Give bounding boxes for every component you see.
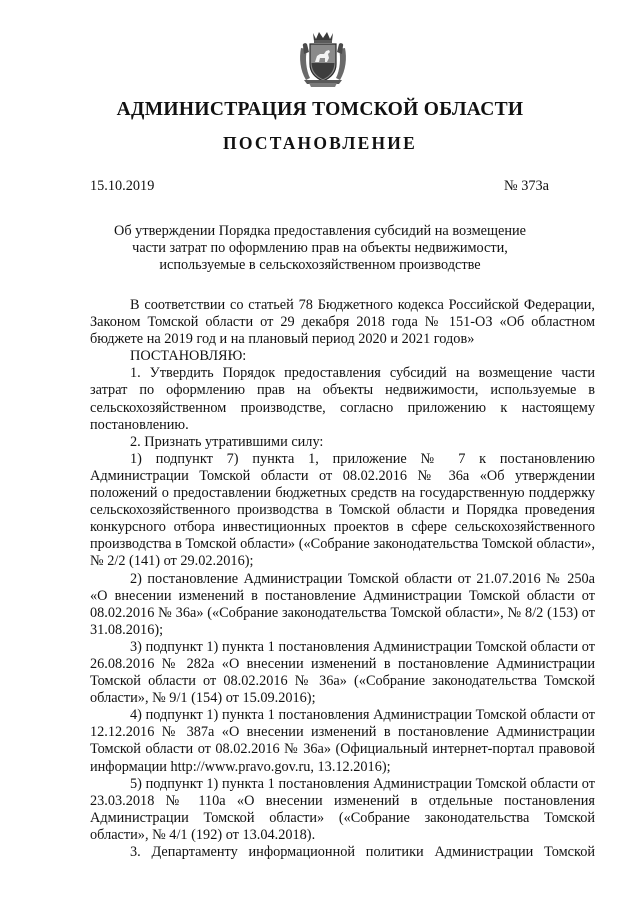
resolve-heading: ПОСТАНОВЛЯЮ:	[130, 348, 247, 365]
subject-line-2: части затрат по оформлению прав на объекты недвижимости,	[132, 240, 508, 256]
clause-1-paragraph: 1. Утвердить Порядок предоставления субсидий на возмещение части затрат по оформлению прав на объекты недвижимости, используемые в сельскохозяйственном производстве, согласно приложению к настоящему постановлению.	[90, 365, 595, 433]
document-subject	[0, 223, 640, 274]
clause-2-item-5: 5) подпункт 1) пункта 1 постановления Администрации Томской области от 23.03.2018 № 110а «О внесении изменений в отдельные постановления Администрации Томской области» («Собрание законодательства Томской области», № 4/1 (192) от 13.04.2018).	[90, 775, 595, 843]
subject-line-3: используемые в сельскохозяйственном производстве	[159, 257, 481, 273]
subject-line-1: Об утверждении Порядка предоставления субсидий на возмещение	[114, 223, 526, 239]
preamble-paragraph: В соответствии со статьей 78 Бюджетного кодекса Российской Федерации, Законом Томской области от 29 декабря 2018 года № 151-ОЗ «Об областном бюджете на 2019 год и на плановый период 2020 и 2021 годов»	[90, 297, 595, 348]
clause-2-item-3: 3) подпункт 1) пункта 1 постановления Администрации Томской области от 26.08.2016 № 282а «О внесении изменений в постановление Администрации Томской области от 08.02.2016 № 36а» («Собрание законодательства Томской области», № 9/1 (154) от 15.09.2016);	[90, 638, 595, 707]
document-date: 15.10.2019	[90, 178, 155, 194]
document-body	[90, 297, 595, 861]
organization-title: АДМИНИСТРАЦИЯ ТОМСКОЙ ОБЛАСТИ	[116, 99, 524, 120]
document-type: ПОСТАНОВЛЕНИЕ	[223, 133, 417, 153]
clause-2-item-2: 2) постановление Администрации Томской области от 21.07.2016 № 250а «О внесении изменений в постановление Администрации Томской области от 08.02.2016 № 36а» («Собрание законодательства Томской области», № 8/2 (153) от 31.08.2016);	[90, 570, 595, 638]
tomsk-oblast-coat-of-arms-icon	[295, 30, 351, 88]
clause-2-item-1: 1) подпункт 7) пункта 1, приложение № 7 к постановлению Администрации Томской области от 08.02.2016 № 36а «Об утверждении положений о предоставлении бюджетных средств на государственную поддержку сельскохозяйственного производства в Томской области и Порядка проведения конкурсного отбора инвестиционных проектов в сфере сельскохозяйственного производства в Томской области» («Собрание законодательства Томской области», № 2/2 (141) от 29.02.2016);	[90, 450, 595, 570]
document-number: № 373а	[503, 178, 549, 194]
clause-2-paragraph: 2. Признать утратившими силу:	[130, 433, 324, 450]
clause-3-paragraph: 3. Департаменту информационной политики Администрации Томской	[130, 844, 595, 860]
clause-2-item-4: 4) подпункт 1) пункта 1 постановления Администрации Томской области от 12.12.2016 № 387а «О внесении изменений в постановление Администрации Томской области от 08.02.2016 № 36а» (Официальный интернет-портал правовой информации http://www.pravo.gov.ru, 13.12.2016);	[90, 707, 595, 775]
